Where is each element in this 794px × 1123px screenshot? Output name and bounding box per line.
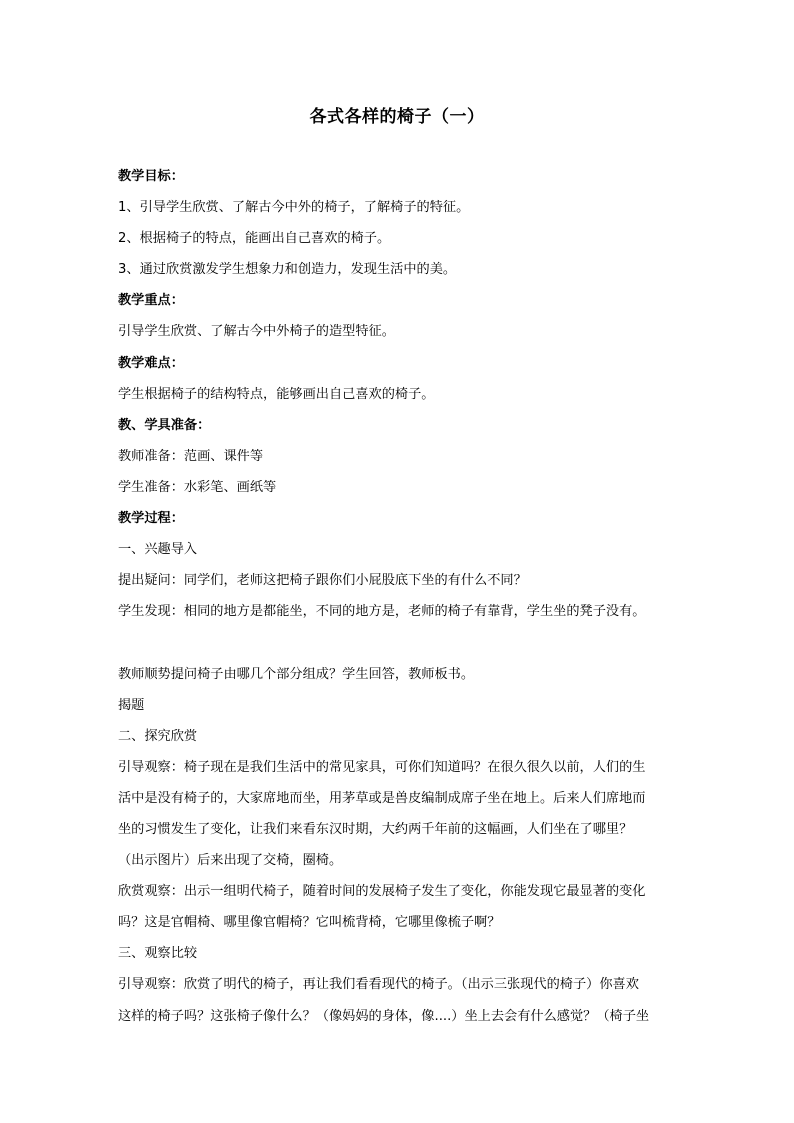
paragraph-line: 这样的椅子吗？这张椅子像什么？（像妈妈的身体，像....）坐上去会有什么感觉？（椅子坐: [118, 1008, 650, 1024]
step-title-comparison: 三、观察比较: [118, 946, 198, 962]
document-body: [118, 161, 678, 1032]
goal-item: 3、通过欣赏激发学生想象力和创造力，发现生活中的美。: [118, 262, 457, 278]
section-heading-difficulties: 教学难点：: [118, 355, 184, 371]
step-title-introduction: 一、兴趣导入: [118, 542, 198, 558]
paragraph-line: 活中是没有椅子的，大家席地而坐，用茅草或是兽皮编制成席子坐在地上。后来人们席地而: [118, 790, 646, 806]
difficulties-text: 学生根据椅子的结构特点，能够画出自己喜欢的椅子。: [118, 386, 435, 402]
section-heading-process: 教学过程：: [118, 511, 184, 527]
paragraph-line: （出示图片）后来出现了交椅，圈椅。: [118, 853, 343, 869]
prep-teacher-text: 教师准备：范画、课件等: [118, 448, 264, 464]
paragraph-line: 引导观察：欣赏了明代的椅子，再让我们看看现代的椅子。（出示三张现代的椅子）你喜欢: [118, 977, 639, 993]
blank-line: [118, 627, 678, 658]
section-heading-preparation: 教、学具准备：: [118, 417, 211, 433]
paragraph-line: 吗？这是官帽椅、哪里像官帽椅？它叫梳背椅，它哪里像梳子啊？: [118, 915, 501, 931]
prep-student-text: 学生准备：水彩笔、画纸等: [118, 479, 277, 495]
section-heading-goals: 教学目标：: [118, 169, 184, 184]
paragraph-line: 欣赏观察：出示一组明代椅子，随着时间的发展椅子发生了变化，你能发现它最显著的变化: [118, 884, 646, 900]
key-points-text: 引导学生欣赏、了解古今中外椅子的造型特征。: [118, 324, 395, 340]
paragraph-line: 提出疑问：同学们，老师这把椅子跟你们小屁股底下坐的有什么不同？: [118, 573, 527, 589]
goal-item: 2、根据椅子的特点，能画出自己喜欢的椅子。: [118, 231, 391, 247]
paragraph-line: 引导观察：椅子现在是我们生活中的常见家具，可你们知道吗？在很久很久以前，人们的生: [118, 759, 646, 775]
goal-item: 1、引导学生欣赏、了解古今中外的椅子，了解椅子的特征。: [118, 200, 470, 216]
paragraph-line: 揭题: [118, 697, 145, 713]
section-heading-key-points: 教学重点：: [118, 293, 184, 309]
paragraph-line: 教师顺势提问椅子由哪几个部分组成？学生回答，教师板书。: [118, 666, 475, 682]
paragraph-line: 学生发现：相同的地方是都能坐，不同的地方是，老师的椅子有靠背，学生坐的凳子没有。: [118, 604, 646, 620]
step-title-exploration: 二、探究欣赏: [118, 728, 198, 744]
document-title: 各式各样的椅子（一）: [309, 107, 485, 127]
paragraph-line: 坐的习惯发生了变化，让我们来看东汉时期，大约两千年前的这幅画，人们坐在了哪里？: [118, 821, 633, 837]
